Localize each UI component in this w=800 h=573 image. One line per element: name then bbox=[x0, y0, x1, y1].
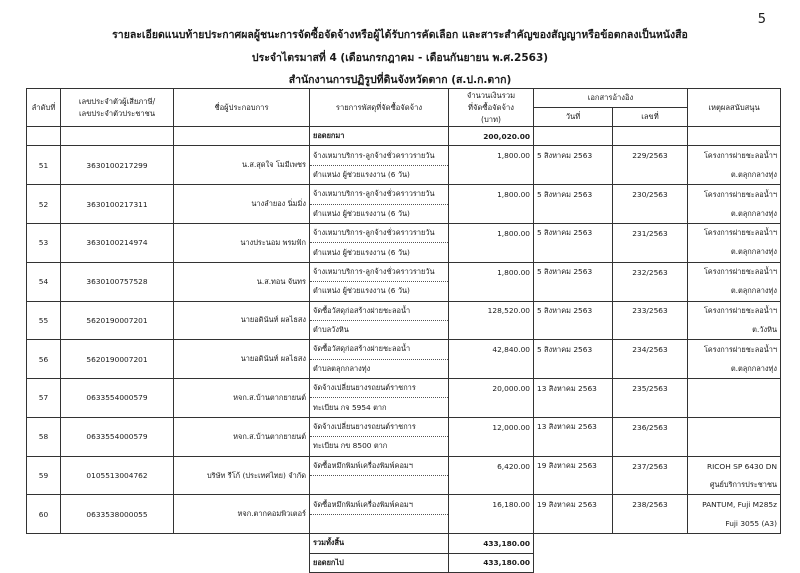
brought-forward-row bbox=[27, 127, 781, 146]
row-amount-blank bbox=[449, 398, 534, 417]
row-item-line2: ตำแหน่ง ผู้ช่วยแรงงาน (6 วัน) bbox=[310, 243, 449, 262]
row-reason-line1: โครงการฝายชะลอน้ำฯ bbox=[688, 301, 781, 320]
row-item-line1: จัดซื้อวัสดุก่อสร้างฝายชะลอน้ำ bbox=[310, 301, 449, 320]
row-reason-line2: ต.ตลุกกลางทุ่ง bbox=[688, 243, 781, 262]
row-tax-id: 0105513004762 bbox=[61, 456, 174, 495]
row-date: 13 สิงหาคม 2563 bbox=[534, 379, 613, 398]
table-row bbox=[27, 301, 781, 320]
row-tax-id: 5620190007201 bbox=[61, 301, 174, 340]
row-reason-line2: Fuji 3055 (A3) bbox=[688, 514, 781, 533]
header-reason: เหตุผลสนับสนุน bbox=[688, 89, 781, 127]
row-item-line1: จัดจ้างเปลี่ยนยางรถยนต์ราชการ bbox=[310, 379, 449, 398]
row-date-blank bbox=[534, 359, 613, 378]
table-row bbox=[27, 456, 781, 475]
header-tax-id bbox=[61, 89, 174, 127]
row-item-line1: จัดซื้อหมึกพิมพ์เครื่องพิมพ์คอมฯ bbox=[310, 495, 449, 514]
row-number: 54 bbox=[27, 262, 61, 301]
row-number: 60 bbox=[27, 495, 61, 534]
row-doc-no-blank bbox=[613, 476, 688, 495]
row-date-blank bbox=[534, 243, 613, 262]
header-amount-line1: จำนวนเงินรวม bbox=[466, 90, 516, 100]
row-reason-line1: โครงการฝายชะลอน้ำฯ bbox=[688, 340, 781, 359]
row-operator: น.ส.ทอน จันทร bbox=[174, 262, 310, 301]
row-date: 5 สิงหาคม 2563 bbox=[534, 146, 613, 165]
row-date-blank bbox=[534, 320, 613, 339]
row-item-line1: จัดซื้อหมึกพิมพ์เครื่องพิมพ์คอมฯ bbox=[310, 456, 449, 475]
row-reason-line1: โครงการฝายชะลอน้ำฯ bbox=[688, 262, 781, 281]
row-doc-no-blank bbox=[613, 243, 688, 262]
header-no: ลำดับที่ bbox=[27, 89, 61, 127]
table-row bbox=[27, 340, 781, 359]
row-item-line1: จัดซื้อวัสดุก่อสร้างฝายชะลอน้ำ bbox=[310, 340, 449, 359]
row-tax-id: 0633538000055 bbox=[61, 495, 174, 534]
row-amount-blank bbox=[449, 320, 534, 339]
row-tax-id: 3630100217299 bbox=[61, 146, 174, 185]
header-tax-id-line2: เลขประจำตัวประชาชน bbox=[78, 108, 156, 118]
row-item-line2: ตำบลตลุกกลางทุ่ง bbox=[310, 359, 449, 378]
row-date-blank bbox=[534, 282, 613, 301]
row-number: 55 bbox=[27, 301, 61, 340]
header-amount-line2: ที่จัดซื้อจัดจ้าง bbox=[468, 102, 514, 112]
row-item-line2 bbox=[310, 514, 449, 533]
row-item-line1: จ้างเหมาบริการ-ลูกจ้างชั่วคราวรายวัน bbox=[310, 185, 449, 204]
row-date: 19 สิงหาคม 2563 bbox=[534, 495, 613, 514]
row-date-blank bbox=[534, 165, 613, 184]
brought-forward-amount: 200,020.00 bbox=[449, 127, 534, 146]
table-row bbox=[27, 262, 781, 281]
row-item-line1: จ้างเหมาบริการ-ลูกจ้างชั่วคราวรายวัน bbox=[310, 262, 449, 281]
row-doc-no-blank bbox=[613, 398, 688, 417]
page-number: 5 bbox=[757, 12, 766, 27]
row-doc-no-blank bbox=[613, 437, 688, 456]
table-row bbox=[27, 495, 781, 514]
row-amount: 42,840.00 bbox=[449, 340, 534, 359]
table-row bbox=[27, 417, 781, 436]
row-operator: นายอดินันท์ ผลไธสง bbox=[174, 340, 310, 379]
carried-forward-label: ยอดยกไป bbox=[310, 553, 449, 572]
row-reason-line2: ต.ตลุกกลางทุ่ง bbox=[688, 165, 781, 184]
table-row bbox=[27, 146, 781, 165]
row-operator: นายอดินันท์ ผลไธสง bbox=[174, 301, 310, 340]
row-doc-no: 233/2563 bbox=[613, 301, 688, 320]
row-doc-no: 231/2563 bbox=[613, 223, 688, 242]
quarter-subtitle: ประจำไตรมาสที่ 4 (เดือนกรกฎาคม - เดือนกันยายน พ.ศ.2563) bbox=[251, 52, 549, 64]
row-doc-no: 235/2563 bbox=[613, 379, 688, 398]
row-tax-id: 5620190007201 bbox=[61, 340, 174, 379]
row-amount: 1,800.00 bbox=[449, 146, 534, 165]
row-reason-line2: ต.ตลุกกลางทุ่ง bbox=[688, 204, 781, 223]
header-tax-id-line1: เลขประจำตัวผู้เสียภาษี/ bbox=[78, 96, 156, 106]
row-reason-line2: ต.วังหิน bbox=[688, 320, 781, 339]
row-item-line2: ตำแหน่ง ผู้ช่วยแรงงาน (6 วัน) bbox=[310, 282, 449, 301]
row-doc-no: 237/2563 bbox=[613, 456, 688, 475]
row-reason-line1: โครงการฝายชะลอน้ำฯ bbox=[688, 223, 781, 242]
row-number: 56 bbox=[27, 340, 61, 379]
row-amount-blank bbox=[449, 165, 534, 184]
row-amount: 20,000.00 bbox=[449, 379, 534, 398]
row-date: 5 สิงหาคม 2563 bbox=[534, 223, 613, 242]
header-reference: เอกสารอ้างอิง bbox=[534, 89, 688, 108]
row-number: 52 bbox=[27, 185, 61, 224]
row-item-line2: ตำบลวังหิน bbox=[310, 320, 449, 339]
row-date: 13 สิงหาคม 2563 bbox=[534, 417, 613, 436]
row-number: 53 bbox=[27, 223, 61, 262]
row-number: 57 bbox=[27, 379, 61, 418]
row-tax-id: 3630100214974 bbox=[61, 223, 174, 262]
row-operator: น.ส.สุดใจ โมมีเพชร bbox=[174, 146, 310, 185]
row-item-line2 bbox=[310, 476, 449, 495]
total-label: รวมทั้งสิ้น bbox=[310, 534, 449, 553]
row-date-blank bbox=[534, 514, 613, 533]
row-doc-no: 230/2563 bbox=[613, 185, 688, 204]
carried-forward-amount: 433,180.00 bbox=[449, 553, 534, 572]
table-row bbox=[27, 185, 781, 204]
row-tax-id: 0633554000579 bbox=[61, 379, 174, 418]
row-reason-line1: โครงการฝายชะลอน้ำฯ bbox=[688, 185, 781, 204]
row-operator: หจก.ส.บ้านตากยายนต์ bbox=[174, 379, 310, 418]
row-doc-no-blank bbox=[613, 204, 688, 223]
row-amount-blank bbox=[449, 204, 534, 223]
row-item-line1: จ้างเหมาบริการ-ลูกจ้างชั่วคราวรายวัน bbox=[310, 223, 449, 242]
row-date-blank bbox=[534, 476, 613, 495]
row-operator: หจก.ตากคอมพิวเตอร์ bbox=[174, 495, 310, 534]
table-row bbox=[27, 223, 781, 242]
row-doc-no: 232/2563 bbox=[613, 262, 688, 281]
row-item-line2: ตำแหน่ง ผู้ช่วยแรงงาน (6 วัน) bbox=[310, 165, 449, 184]
row-date: 19 สิงหาคม 2563 bbox=[534, 456, 613, 475]
row-doc-no-blank bbox=[613, 320, 688, 339]
row-reason-line1 bbox=[688, 379, 781, 398]
total-row bbox=[27, 534, 781, 553]
row-reason-line1: โครงการฝายชะลอน้ำฯ bbox=[688, 146, 781, 165]
row-number: 59 bbox=[27, 456, 61, 495]
row-doc-no-blank bbox=[613, 514, 688, 533]
header-date: วันที่ bbox=[534, 108, 613, 127]
row-reason-line2: ต.ตลุกกลางทุ่ง bbox=[688, 282, 781, 301]
header-item: รายการพัสดุที่จัดซื้อจัดจ้าง bbox=[310, 89, 449, 127]
row-amount: 12,000.00 bbox=[449, 417, 534, 436]
table-totals bbox=[27, 534, 781, 573]
office-name: สำนักงานการปฏิรูปที่ดินจังหวัดตาก (ส.ป.ก.ตาก) bbox=[288, 74, 512, 86]
header-amount-line3: (บาท) bbox=[480, 114, 501, 124]
row-operator: นางประนอม พรมฟัก bbox=[174, 223, 310, 262]
row-date: 5 สิงหาคม 2563 bbox=[534, 262, 613, 281]
row-doc-no: 236/2563 bbox=[613, 417, 688, 436]
row-doc-no: 229/2563 bbox=[613, 146, 688, 165]
row-item-line2: ตำแหน่ง ผู้ช่วยแรงงาน (6 วัน) bbox=[310, 204, 449, 223]
row-amount-blank bbox=[449, 514, 534, 533]
row-amount-blank bbox=[449, 437, 534, 456]
row-reason-line1 bbox=[688, 417, 781, 436]
row-amount-blank bbox=[449, 359, 534, 378]
row-reason-line1: PANTUM, Fuji M285z bbox=[688, 495, 781, 514]
row-reason-line2 bbox=[688, 437, 781, 456]
total-amount: 433,180.00 bbox=[449, 534, 534, 553]
table-row bbox=[27, 379, 781, 398]
row-reason-line2: ต.ตลุกกลางทุ่ง bbox=[688, 359, 781, 378]
row-amount: 6,420.00 bbox=[449, 456, 534, 475]
row-date: 5 สิงหาคม 2563 bbox=[534, 185, 613, 204]
row-operator: นางลำยอง นิ่มมิ่ง bbox=[174, 185, 310, 224]
row-doc-no-blank bbox=[613, 359, 688, 378]
row-reason-line1: RICOH SP 6430 DN bbox=[688, 456, 781, 475]
header-amount bbox=[449, 89, 534, 127]
row-doc-no: 234/2563 bbox=[613, 340, 688, 359]
row-number: 58 bbox=[27, 417, 61, 456]
row-amount: 1,800.00 bbox=[449, 262, 534, 281]
row-date: 5 สิงหาคม 2563 bbox=[534, 340, 613, 359]
row-date-blank bbox=[534, 437, 613, 456]
row-tax-id: 0633554000579 bbox=[61, 417, 174, 456]
header-doc-no: เลขที่ bbox=[613, 108, 688, 127]
table-body bbox=[27, 127, 781, 534]
brought-forward-label: ยอดยกมา bbox=[310, 127, 449, 146]
row-date-blank bbox=[534, 398, 613, 417]
row-reason-line2 bbox=[688, 398, 781, 417]
row-number: 51 bbox=[27, 146, 61, 185]
row-amount-blank bbox=[449, 243, 534, 262]
row-tax-id: 3630100217311 bbox=[61, 185, 174, 224]
row-amount: 1,800.00 bbox=[449, 185, 534, 204]
row-operator: หจก.ส.บ้านตากยายนต์ bbox=[174, 417, 310, 456]
row-amount: 16,180.00 bbox=[449, 495, 534, 514]
procurement-table bbox=[26, 88, 781, 573]
row-amount-blank bbox=[449, 476, 534, 495]
row-reason-line2: ศูนย์บริการประชาชน bbox=[688, 476, 781, 495]
row-amount-blank bbox=[449, 282, 534, 301]
document-title: รายละเอียดแนบท้ายประกาศผลผู้ชนะการจัดซื้อจัดจ้างหรือผู้ได้รับการคัดเลือก และสาระสำคัญของสัญญาหรือข้อตกลงเป็นหนังสือ bbox=[112, 29, 688, 41]
row-date: 5 สิงหาคม 2563 bbox=[534, 301, 613, 320]
row-amount: 128,520.00 bbox=[449, 301, 534, 320]
header-operator: ชื่อผู้ประกอบการ bbox=[174, 89, 310, 127]
row-item-line1: จ้างเหมาบริการ-ลูกจ้างชั่วคราวรายวัน bbox=[310, 146, 449, 165]
row-doc-no: 238/2563 bbox=[613, 495, 688, 514]
row-item-line2: ทะเบียน กจ 5954 ตาก bbox=[310, 398, 449, 417]
row-item-line1: จัดจ้างเปลี่ยนยางรถยนต์ราชการ bbox=[310, 417, 449, 436]
row-tax-id: 3630100757528 bbox=[61, 262, 174, 301]
header-row bbox=[27, 89, 781, 108]
row-doc-no-blank bbox=[613, 282, 688, 301]
row-amount: 1,800.00 bbox=[449, 223, 534, 242]
row-operator: บริษัท รีโก้ (ประเทศไทย) จำกัด bbox=[174, 456, 310, 495]
carried-forward-row bbox=[27, 553, 781, 572]
row-item-line2: ทะเบียน กข 8500 ตาก bbox=[310, 437, 449, 456]
row-doc-no-blank bbox=[613, 165, 688, 184]
row-date-blank bbox=[534, 204, 613, 223]
